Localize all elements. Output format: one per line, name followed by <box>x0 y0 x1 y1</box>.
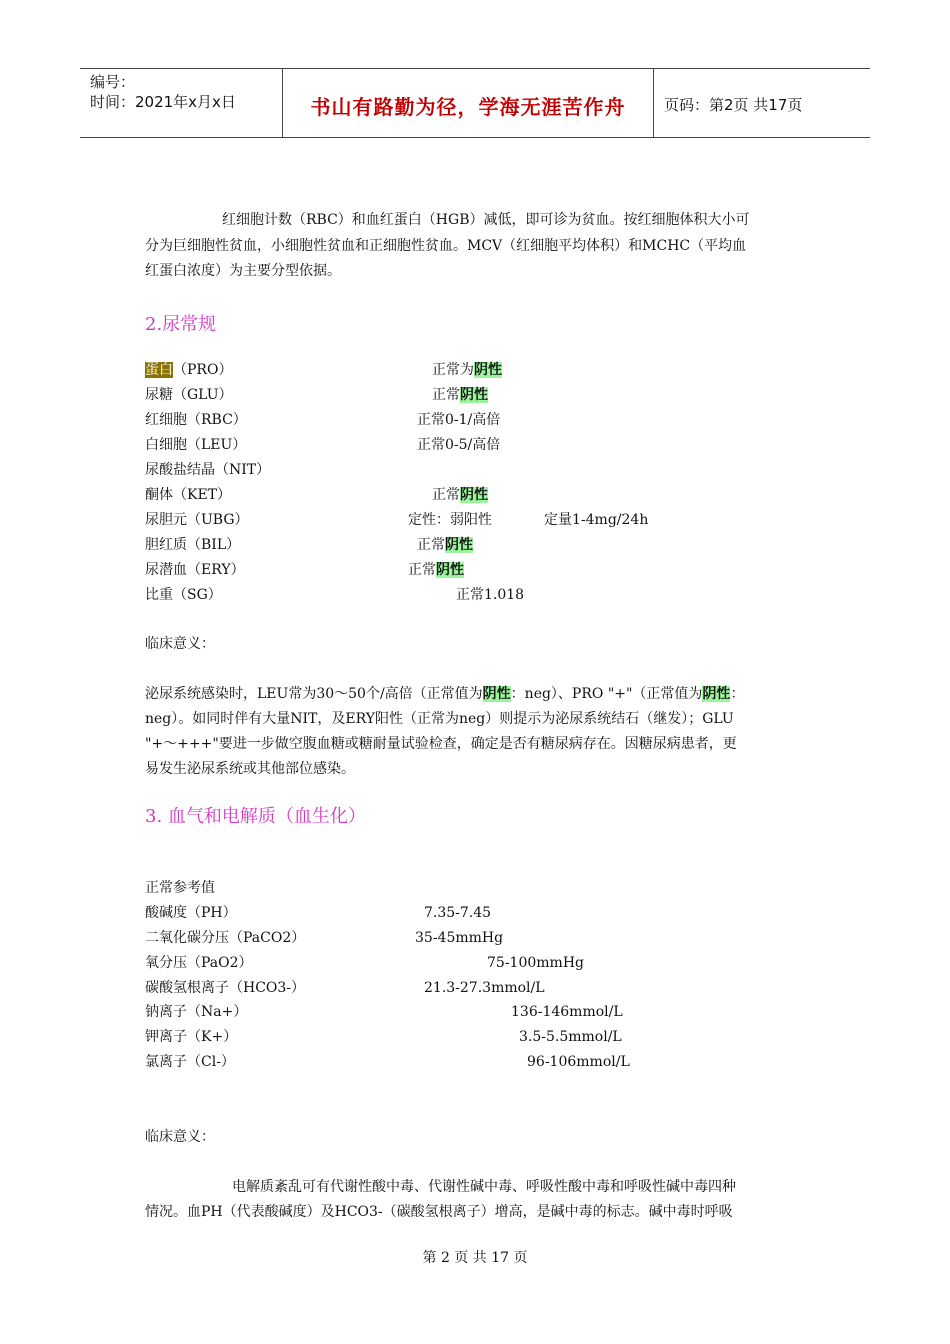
urine-row-value: 正常0-1/高倍 <box>417 412 501 428</box>
blood-row-name: 氯离子（Cl-） <box>145 1054 235 1070</box>
blood-row-name: 碳酸氢根离子（HCO3-） <box>145 980 306 996</box>
urine-row-value: 定性：弱阳性 <box>408 512 492 528</box>
row-value: 正常 <box>408 562 436 578</box>
blood-row-value: 3.5-5.5mmol/L <box>519 1029 622 1045</box>
row-value: 正常 <box>432 487 460 503</box>
urine-row-value <box>432 385 488 405</box>
urine-row-value <box>432 485 488 505</box>
row-name-suffix: （PRO） <box>173 362 233 378</box>
highlight-value: 阴性 <box>460 387 488 403</box>
blood-row-name: 氧分压（PaO2） <box>145 955 253 971</box>
blood-row-value: 21.3-27.3mmol/L <box>424 980 545 996</box>
blood-row-name: 酸碱度（PH） <box>145 905 237 921</box>
urine-clinical-label: 临床意义： <box>145 636 215 652</box>
urine-row-value <box>417 535 473 555</box>
urine-row-value: 正常0-5/高倍 <box>417 437 501 453</box>
urine-para-line-1 <box>145 684 744 704</box>
highlight-value: 阴性 <box>474 362 502 378</box>
row-value: 正常为 <box>432 362 474 378</box>
urine-para-line-2: neg）。如同时伴有大量NIT，及ERY阳性（正常为neg）则提示为泌尿系统结石（继发）；GLU <box>145 711 734 727</box>
row-value: 正常 <box>432 387 460 403</box>
blood-row-value: 7.35-7.45 <box>424 905 492 921</box>
urine-row-value: 正常1.018 <box>456 587 525 603</box>
urine-row-name: 比重（SG） <box>145 587 222 603</box>
blood-row-value: 136-146mmol/L <box>511 1004 623 1020</box>
intro-line-3: 红蛋白浓度）为主要分型依据。 <box>145 263 341 279</box>
urine-row-name <box>145 360 232 380</box>
header-page-info: 页码：第2页 共17页 <box>664 96 803 114</box>
urine-para-line-4: 易发生泌尿系统或其他部位感染。 <box>145 761 355 777</box>
intro-line-1: 红细胞计数（RBC）和血红蛋白（HGB）减低，即可诊为贫血。按红细胞体积大小可 <box>222 212 750 228</box>
urine-heading: 2.尿常规 <box>145 314 217 335</box>
header-page-cell <box>654 69 870 137</box>
urine-row-name: 酮体（KET） <box>145 487 232 503</box>
text-run: ：neg）、PRO "+"（正常值为 <box>510 686 703 702</box>
blood-ref-label: 正常参考值 <box>145 880 215 896</box>
intro-line-2: 分为巨细胞性贫血，小细胞性贫血和正细胞性贫血。MCV（红细胞平均体积）和MCHC（平均血 <box>145 238 747 254</box>
urine-para-line-3: "+～+++"要进一步做空腹血糖或糖耐量试验检查，确定是否有糖尿病存在。因糖尿病患者，更 <box>145 736 737 752</box>
urine-row-value <box>408 560 464 580</box>
blood-row-name: 二氧化碳分压（PaCO2） <box>145 930 306 946</box>
highlight-value: 阴性 <box>460 487 488 503</box>
highlight-value: 阴性 <box>445 537 473 553</box>
blood-row-value: 75-100mmHg <box>487 955 584 971</box>
urine-row-name: 尿潜血（ERY） <box>145 562 245 578</box>
header-motto: 书山有路勤为径，学海无涯苦作舟 <box>310 95 626 119</box>
urine-row-value-2: 定量1-4mg/24h <box>544 512 649 528</box>
blood-row-value: 96-106mmol/L <box>527 1054 630 1070</box>
header-meta-cell <box>80 69 283 137</box>
highlight-value: 阴性 <box>436 562 464 578</box>
text-run: ： <box>730 686 745 702</box>
blood-para-line-1: 电解质紊乱可有代谢性酸中毒、代谢性碱中毒、呼吸性酸中毒和呼吸性碱中毒四种 <box>232 1179 736 1195</box>
header-motto-cell <box>283 69 654 137</box>
doc-time-label: 时间：2021年x月x日 <box>90 93 236 111</box>
blood-row-name: 钠离子（Na+） <box>145 1004 248 1020</box>
page-footer: 第 2 页 共 17 页 <box>422 1250 528 1266</box>
highlight-name: 蛋白 <box>145 362 173 378</box>
blood-para-line-2: 情况。血PH（代表酸碱度）及HCO3-（碳酸氢根离子）增高，是碱中毒的标志。碱中毒时呼吸 <box>145 1204 733 1220</box>
urine-row-name: 尿胆元（UBG） <box>145 512 249 528</box>
urine-row-name: 胆红质（BIL） <box>145 537 241 553</box>
row-value: 正常 <box>417 537 445 553</box>
blood-row-name: 钾离子（K+） <box>145 1029 238 1045</box>
blood-clinical-label: 临床意义： <box>145 1129 215 1145</box>
text-run: 泌尿系统感染时，LEU常为30～50个/高倍（正常值为 <box>145 686 483 702</box>
urine-row-name: 尿糖（GLU） <box>145 387 233 403</box>
blood-row-value: 35-45mmHg <box>415 930 504 946</box>
doc-number-label: 编号： <box>90 73 136 91</box>
urine-row-name: 尿酸盐结晶（NIT） <box>145 462 271 478</box>
urine-row-value <box>432 360 502 380</box>
page-header <box>80 68 870 138</box>
highlight-value: 阴性 <box>702 686 731 702</box>
urine-row-name: 红细胞（RBC） <box>145 412 247 428</box>
blood-heading: 3. 血气和电解质（血生化） <box>145 806 366 827</box>
urine-row-name: 白细胞（LEU） <box>145 437 247 453</box>
highlight-value: 阴性 <box>482 686 511 702</box>
